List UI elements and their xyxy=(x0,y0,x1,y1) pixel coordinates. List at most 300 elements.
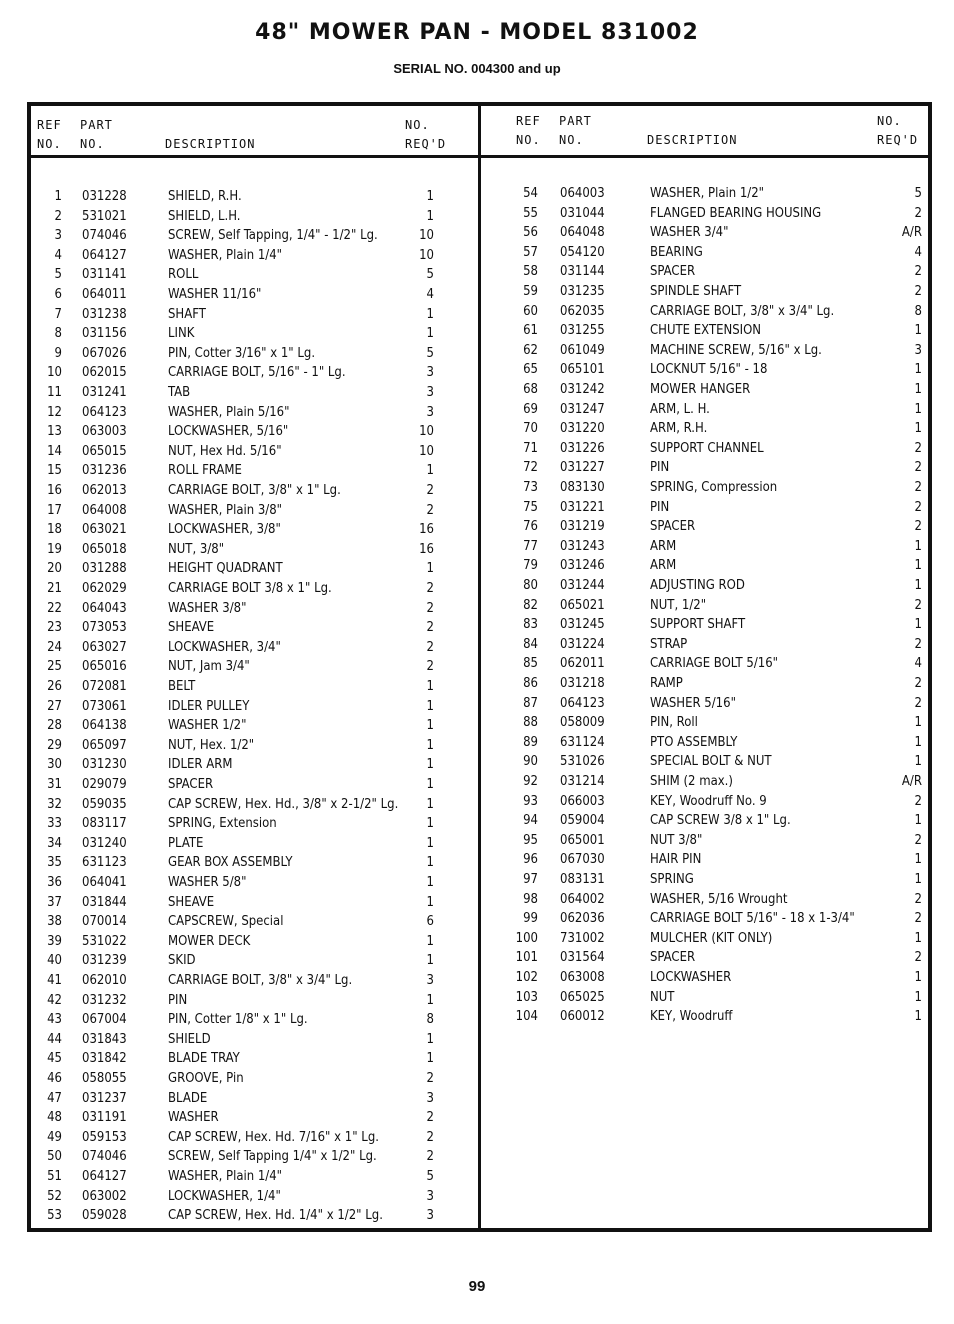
description: CHUTE EXTENSION xyxy=(650,323,762,339)
ref-no: 55 xyxy=(523,205,538,221)
description: FLANGED BEARING HOUSING xyxy=(650,205,822,221)
ref-no: 73 xyxy=(523,480,538,495)
qty-reqd: 1 xyxy=(914,401,922,417)
part-no: 074046 xyxy=(82,1149,127,1165)
ref-no: 87 xyxy=(523,695,538,711)
ref-no: 37 xyxy=(47,894,62,910)
part-no: 031220 xyxy=(560,421,605,437)
ref-no: 17 xyxy=(47,502,62,518)
qty-reqd: 1 xyxy=(914,734,922,750)
description: HAIR PIN xyxy=(650,852,702,868)
ref-no: 77 xyxy=(523,538,538,554)
ref-no: 39 xyxy=(47,933,62,949)
part-no: 031239 xyxy=(82,953,127,969)
part-no: 064011 xyxy=(82,287,127,302)
ref-no: 29 xyxy=(47,737,62,753)
description: PIN xyxy=(168,992,188,1008)
ref-no: 48 xyxy=(47,1110,62,1126)
qty-reqd: A/R xyxy=(901,225,922,241)
ref-no: 84 xyxy=(523,636,538,652)
description: CAP SCREW, Hex. Hd., 3/8" x 2-1/2" Lg. xyxy=(168,796,399,812)
ref-no: 75 xyxy=(523,499,538,515)
ref-no: 7 xyxy=(54,306,62,322)
qty-reqd: 1 xyxy=(426,992,434,1008)
ref-no: 71 xyxy=(523,440,538,456)
description: SHAFT xyxy=(168,306,206,322)
description: SHIELD xyxy=(168,1031,211,1047)
description: ARM xyxy=(650,558,677,574)
qty-reqd: 1 xyxy=(426,1031,434,1047)
ref-no: 40 xyxy=(47,953,62,969)
qty-reqd: 2 xyxy=(914,676,922,691)
part-no: 065025 xyxy=(560,989,605,1005)
description: HEIGHT QUADRANT xyxy=(168,561,283,577)
qty-reqd: 1 xyxy=(426,189,434,204)
qty-reqd: 1 xyxy=(426,326,434,342)
qty-reqd: 3 xyxy=(426,1208,434,1224)
description: NUT, Jam 3/4" xyxy=(168,659,250,675)
description: WASHER, 5/16 Wrought xyxy=(650,891,788,907)
ref-no: 104 xyxy=(515,1009,538,1025)
qty-reqd: 5 xyxy=(426,345,434,361)
part-no: 031044 xyxy=(560,205,605,221)
description: SPRING, Compression xyxy=(650,480,778,495)
description: GEAR BOX ASSEMBLY xyxy=(168,855,293,871)
ref-no: 8 xyxy=(54,326,62,342)
qty-reqd: 3 xyxy=(426,365,434,381)
part-no: 062013 xyxy=(82,483,127,498)
ref-no: 35 xyxy=(47,855,62,871)
description: LOCKWASHER, 3/8" xyxy=(168,522,281,538)
qty-reqd: 1 xyxy=(426,894,434,910)
left-part-header: PART NO. xyxy=(80,118,113,151)
description: WASHER, Plain 3/8" xyxy=(168,502,283,518)
part-no: 031226 xyxy=(560,440,605,456)
description: SCREW, Self Tapping, 1/4" - 1/2" Lg. xyxy=(168,228,378,244)
part-no: 031236 xyxy=(82,463,127,479)
qty-reqd: 8 xyxy=(914,303,922,319)
part-no: 031843 xyxy=(82,1031,127,1047)
qty-reqd: 2 xyxy=(914,695,922,711)
part-no: 031144 xyxy=(560,264,605,280)
part-no: 058055 xyxy=(82,1071,127,1086)
part-no: 060012 xyxy=(560,1009,605,1025)
qty-reqd: 10 xyxy=(419,424,434,440)
qty-reqd: 3 xyxy=(426,973,434,988)
qty-reqd: 1 xyxy=(426,698,434,714)
part-no: 031191 xyxy=(82,1110,127,1126)
description: SUPPORT SHAFT xyxy=(650,617,746,633)
qty-reqd: 1 xyxy=(914,538,922,554)
serial-subtitle: SERIAL NO. 004300 and up xyxy=(393,61,561,76)
qty-reqd: 1 xyxy=(426,796,434,812)
description: SUPPORT CHANNEL xyxy=(650,440,764,456)
ref-no: 70 xyxy=(523,421,538,437)
ref-no: 41 xyxy=(47,973,62,988)
qty-reqd: 1 xyxy=(914,715,922,731)
ref-no: 20 xyxy=(47,561,62,577)
qty-reqd: 2 xyxy=(914,284,922,299)
description: WASHER 1/2" xyxy=(168,718,247,734)
part-no: 083131 xyxy=(560,872,605,887)
description: RAMP xyxy=(650,676,683,691)
part-no: 064127 xyxy=(82,1169,127,1184)
right-description-header: DESCRIPTION xyxy=(647,133,738,147)
qty-reqd: 2 xyxy=(426,502,434,518)
description: IDLER ARM xyxy=(168,757,233,773)
ref-no: 96 xyxy=(523,852,538,868)
description: PTO ASSEMBLY xyxy=(650,734,738,750)
part-no: 067026 xyxy=(82,345,127,361)
ref-no: 100 xyxy=(515,930,538,946)
part-no: 062029 xyxy=(82,581,127,596)
qty-reqd: 1 xyxy=(914,872,922,887)
part-no: 064008 xyxy=(82,502,127,518)
description: CARRIAGE BOLT 3/8 x 1" Lg. xyxy=(168,581,332,596)
qty-reqd: A/R xyxy=(901,774,922,789)
qty-reqd: 2 xyxy=(914,793,922,809)
ref-no: 34 xyxy=(47,835,62,851)
part-no: 059035 xyxy=(82,796,127,812)
qty-reqd: 1 xyxy=(426,933,434,949)
part-no: 083117 xyxy=(82,816,127,832)
right-qty-header: NO. REQ'D xyxy=(877,114,919,147)
ref-no: 23 xyxy=(47,620,62,636)
qty-reqd: 1 xyxy=(426,208,434,224)
qty-reqd: 4 xyxy=(426,287,434,302)
qty-reqd: 2 xyxy=(914,264,922,280)
ref-no: 2 xyxy=(54,208,62,224)
qty-reqd: 1 xyxy=(914,970,922,985)
ref-no: 72 xyxy=(523,460,538,476)
description: SKID xyxy=(168,953,196,969)
qty-reqd: 1 xyxy=(914,754,922,770)
description: SHEAVE xyxy=(168,894,215,910)
part-no: 064127 xyxy=(82,247,127,263)
ref-no: 95 xyxy=(523,832,538,848)
ref-no: 60 xyxy=(523,303,538,319)
description: WASHER, Plain 5/16" xyxy=(168,404,290,420)
ref-no: 80 xyxy=(523,578,538,593)
part-no: 065018 xyxy=(82,541,127,557)
description: PIN, Cotter 3/16" x 1" Lg. xyxy=(168,345,316,361)
description: CAPSCREW, Special xyxy=(168,914,284,930)
right-ref-header: REF NO. xyxy=(516,114,541,147)
qty-reqd: 2 xyxy=(426,659,434,675)
ref-no: 9 xyxy=(54,345,62,361)
ref-no: 97 xyxy=(523,872,538,887)
ref-no: 65 xyxy=(523,362,538,378)
part-no: 064003 xyxy=(560,186,605,201)
header-rule xyxy=(27,155,932,158)
qty-reqd: 2 xyxy=(914,597,922,613)
ref-no: 42 xyxy=(47,992,62,1008)
ref-no: 93 xyxy=(523,793,538,809)
description: PIN xyxy=(650,499,670,515)
ref-no: 44 xyxy=(47,1031,62,1047)
qty-reqd: 5 xyxy=(914,186,922,201)
ref-no: 15 xyxy=(47,463,62,479)
ref-no: 6 xyxy=(54,287,62,302)
qty-reqd: 1 xyxy=(426,718,434,734)
ref-no: 58 xyxy=(523,264,538,280)
description: BLADE TRAY xyxy=(168,1051,240,1067)
qty-reqd: 1 xyxy=(426,816,434,832)
qty-reqd: 2 xyxy=(914,499,922,515)
ref-no: 16 xyxy=(47,483,62,498)
description: NUT 3/8" xyxy=(650,832,703,848)
ref-no: 32 xyxy=(47,796,62,812)
description: SPACER xyxy=(650,519,696,535)
qty-reqd: 1 xyxy=(914,989,922,1005)
qty-reqd: 5 xyxy=(426,1169,434,1184)
ref-no: 89 xyxy=(523,734,538,750)
qty-reqd: 3 xyxy=(426,1188,434,1204)
part-no: 062010 xyxy=(82,973,127,988)
qty-reqd: 6 xyxy=(426,914,434,930)
ref-no: 33 xyxy=(47,816,62,832)
qty-reqd: 2 xyxy=(426,639,434,655)
part-no: 031227 xyxy=(560,460,605,476)
qty-reqd: 1 xyxy=(426,855,434,871)
ref-no: 52 xyxy=(47,1188,62,1204)
qty-reqd: 16 xyxy=(419,522,434,538)
part-no: 054120 xyxy=(560,244,605,260)
qty-reqd: 2 xyxy=(914,440,922,456)
qty-reqd: 1 xyxy=(914,1009,922,1025)
description: SHIELD, R.H. xyxy=(168,189,242,204)
description: BLADE xyxy=(168,1090,208,1106)
qty-reqd: 2 xyxy=(426,1149,434,1165)
qty-reqd: 3 xyxy=(914,342,922,358)
qty-reqd: 1 xyxy=(426,835,434,851)
part-no: 029079 xyxy=(82,777,127,792)
description: CAP SCREW, Hex. Hd. 7/16" x 1" Lg. xyxy=(168,1129,379,1145)
description: SHIM (2 max.) xyxy=(650,774,733,789)
qty-reqd: 1 xyxy=(914,813,922,829)
description: KEY, Woodruff No. 9 xyxy=(650,793,767,809)
description: SPRING xyxy=(650,872,694,887)
description: CARRIAGE BOLT 5/16" - 18 x 1-3/4" xyxy=(650,911,855,927)
part-no: 063021 xyxy=(82,522,127,538)
part-no: 031844 xyxy=(82,894,127,910)
ref-no: 69 xyxy=(523,401,538,417)
part-no: 066003 xyxy=(560,793,605,809)
ref-no: 5 xyxy=(54,267,62,283)
ref-no: 24 xyxy=(47,639,62,655)
qty-reqd: 1 xyxy=(426,875,434,890)
part-no: 064041 xyxy=(82,875,127,890)
qty-reqd: 2 xyxy=(914,460,922,476)
part-no: 031230 xyxy=(82,757,127,773)
description: WASHER 3/8" xyxy=(168,600,247,616)
description: NUT, Hex. 1/2" xyxy=(168,737,255,753)
part-no: 073053 xyxy=(82,620,127,636)
ref-no: 11 xyxy=(47,385,62,400)
qty-reqd: 2 xyxy=(426,581,434,596)
qty-reqd: 2 xyxy=(426,600,434,616)
part-no: 061049 xyxy=(560,342,605,358)
description: PIN xyxy=(650,460,670,476)
ref-no: 98 xyxy=(523,891,538,907)
qty-reqd: 2 xyxy=(914,636,922,652)
description: LOCKWASHER, 3/4" xyxy=(168,639,281,655)
ref-no: 82 xyxy=(523,597,538,613)
description: ARM, R.H. xyxy=(650,421,708,437)
part-no: 063003 xyxy=(82,424,127,440)
description: SPRING, Extension xyxy=(168,816,277,832)
description: MULCHER (KIT ONLY) xyxy=(650,930,773,946)
part-no: 031218 xyxy=(560,676,605,691)
description: BELT xyxy=(168,679,196,694)
ref-no: 53 xyxy=(47,1208,62,1224)
description: CARRIAGE BOLT 5/16" xyxy=(650,656,779,672)
part-no: 065016 xyxy=(82,659,127,675)
qty-reqd: 2 xyxy=(914,891,922,907)
description: MACHINE SCREW, 5/16" x Lg. xyxy=(650,342,822,358)
part-no: 065015 xyxy=(82,443,127,459)
description: WASHER xyxy=(168,1110,219,1126)
part-no: 031156 xyxy=(82,326,127,342)
ref-no: 88 xyxy=(523,715,538,731)
part-no: 065097 xyxy=(82,737,127,753)
part-no: 062011 xyxy=(560,656,605,672)
part-no: 067030 xyxy=(560,852,605,868)
description: SHEAVE xyxy=(168,620,215,636)
qty-reqd: 1 xyxy=(426,463,434,479)
qty-reqd: 1 xyxy=(426,679,434,694)
description: NUT, 3/8" xyxy=(168,541,225,557)
description: IDLER PULLEY xyxy=(168,698,250,714)
part-no: 031224 xyxy=(560,636,605,652)
ref-no: 10 xyxy=(47,365,62,381)
qty-reqd: 1 xyxy=(914,852,922,868)
part-no: 064138 xyxy=(82,718,127,734)
part-no: 031245 xyxy=(560,617,605,633)
qty-reqd: 2 xyxy=(426,1071,434,1086)
qty-reqd: 2 xyxy=(914,950,922,966)
part-no: 031246 xyxy=(560,558,605,574)
part-no: 631124 xyxy=(560,734,605,750)
description: LOCKWASHER, 1/4" xyxy=(168,1188,281,1204)
part-no: 531022 xyxy=(82,933,127,949)
ref-no: 18 xyxy=(47,522,62,538)
part-no: 031141 xyxy=(82,267,127,283)
qty-reqd: 4 xyxy=(914,244,922,260)
part-no: 063008 xyxy=(560,970,605,985)
description: SPACER xyxy=(168,777,214,792)
ref-no: 61 xyxy=(523,323,538,339)
part-no: 062015 xyxy=(82,365,127,381)
description: SHIELD, L.H. xyxy=(168,208,241,224)
ref-no: 4 xyxy=(54,247,62,263)
description: ARM xyxy=(650,538,677,554)
qty-reqd: 1 xyxy=(426,777,434,792)
description: SPACER xyxy=(650,264,696,280)
ref-no: 86 xyxy=(523,676,538,691)
qty-reqd: 1 xyxy=(426,757,434,773)
right-part-header: PART NO. xyxy=(559,114,592,147)
description: ARM, L. H. xyxy=(650,401,710,417)
ref-no: 22 xyxy=(47,600,62,616)
part-no: 063002 xyxy=(82,1188,127,1204)
description: WASHER, Plain 1/2" xyxy=(650,186,765,201)
ref-no: 36 xyxy=(47,875,62,890)
part-no: 073061 xyxy=(82,698,127,714)
qty-reqd: 2 xyxy=(914,205,922,221)
qty-reqd: 1 xyxy=(914,323,922,339)
part-no: 064043 xyxy=(82,600,127,616)
ref-no: 12 xyxy=(47,404,62,420)
description: CAP SCREW 3/8 x 1" Lg. xyxy=(650,813,791,829)
description: SCREW, Self Tapping 1/4" x 1/2" Lg. xyxy=(168,1149,377,1165)
qty-reqd: 2 xyxy=(426,620,434,636)
qty-reqd: 1 xyxy=(914,930,922,946)
ref-no: 94 xyxy=(523,813,538,829)
description: KEY, Woodruff xyxy=(650,1009,733,1025)
qty-reqd: 10 xyxy=(419,228,434,244)
part-no: 058009 xyxy=(560,715,605,731)
qty-reqd: 3 xyxy=(426,404,434,420)
description: PLATE xyxy=(168,835,204,851)
ref-no: 13 xyxy=(47,424,62,440)
description: ADJUSTING ROD xyxy=(650,578,745,593)
part-no: 031241 xyxy=(82,385,127,400)
part-no: 631123 xyxy=(82,855,127,871)
ref-no: 56 xyxy=(523,225,538,241)
description: CARRIAGE BOLT, 3/8" x 1" Lg. xyxy=(168,483,341,498)
part-no: 031235 xyxy=(560,284,605,299)
part-no: 031242 xyxy=(560,382,605,397)
qty-reqd: 1 xyxy=(914,421,922,437)
part-no: 059153 xyxy=(82,1129,127,1145)
ref-no: 46 xyxy=(47,1071,62,1086)
description: WASHER, Plain 1/4" xyxy=(168,247,283,263)
ref-no: 85 xyxy=(523,656,538,672)
qty-reqd: 1 xyxy=(914,558,922,574)
description: STRAP xyxy=(650,636,688,652)
qty-reqd: 1 xyxy=(914,362,922,378)
part-no: 031238 xyxy=(82,306,127,322)
description: ROLL FRAME xyxy=(168,463,242,479)
ref-no: 27 xyxy=(47,698,62,714)
ref-no: 47 xyxy=(47,1090,62,1106)
qty-reqd: 5 xyxy=(426,267,434,283)
description: LINK xyxy=(168,326,195,342)
ref-no: 76 xyxy=(523,519,538,535)
qty-reqd: 1 xyxy=(426,953,434,969)
ref-no: 21 xyxy=(47,581,62,596)
qty-reqd: 2 xyxy=(914,911,922,927)
description: NUT, 1/2" xyxy=(650,597,707,613)
description: LOCKNUT 5/16" - 18 xyxy=(650,362,768,378)
qty-reqd: 1 xyxy=(914,617,922,633)
page-number: 99 xyxy=(468,1278,486,1295)
description: WASHER 11/16" xyxy=(168,287,262,302)
part-no: 031243 xyxy=(560,538,605,554)
ref-no: 3 xyxy=(54,228,62,244)
qty-reqd: 2 xyxy=(914,832,922,848)
description: LOCKWASHER xyxy=(650,970,732,985)
ref-no: 26 xyxy=(47,679,62,694)
part-no: 065021 xyxy=(560,597,605,613)
description: CARRIAGE BOLT, 3/8" x 3/4" Lg. xyxy=(168,973,353,988)
qty-reqd: 1 xyxy=(426,306,434,322)
part-no: 031247 xyxy=(560,401,605,417)
part-no: 031240 xyxy=(82,835,127,851)
ref-no: 101 xyxy=(515,950,538,966)
description: ROLL xyxy=(168,267,199,283)
